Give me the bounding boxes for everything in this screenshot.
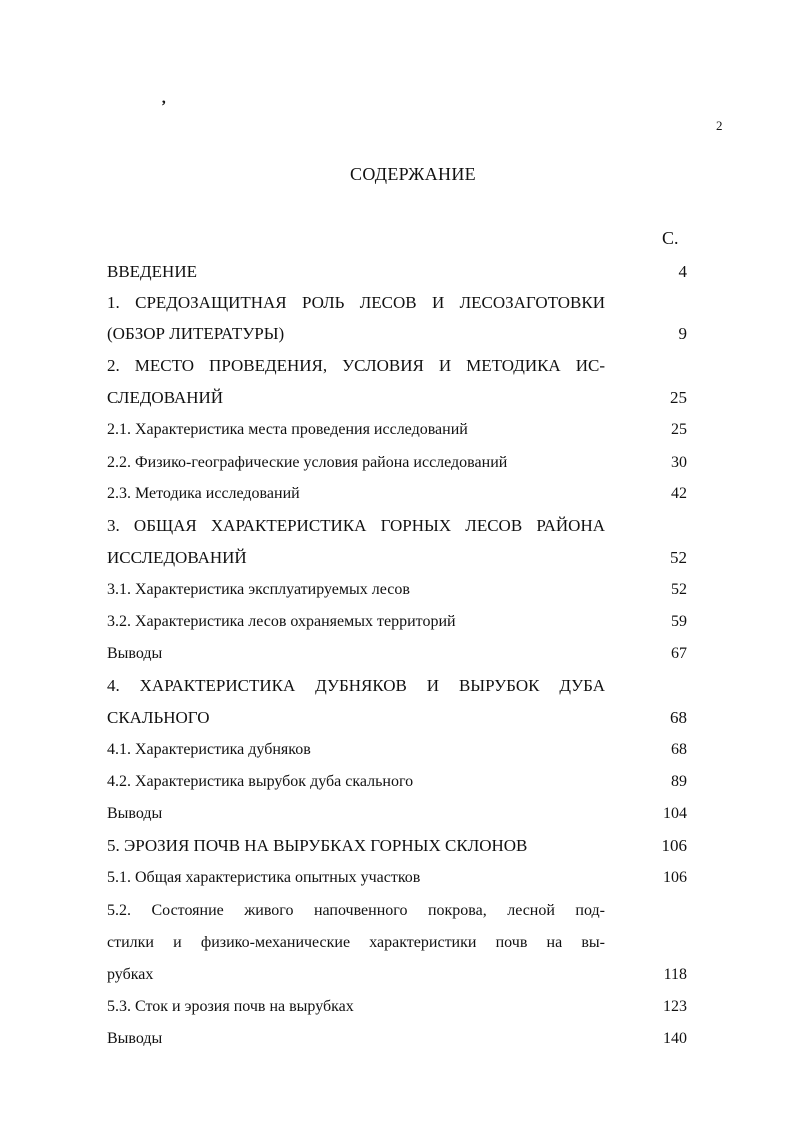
toc-line-text: 3.2. Характеристика лесов охраняемых территорий: [107, 613, 456, 630]
toc-line: [107, 641, 687, 667]
toc-line-text: стилки и физико-механические характеристики почв на вы-: [107, 934, 605, 951]
toc-line-page: 9: [678, 324, 687, 343]
toc-line-page: 140: [663, 1030, 687, 1047]
toc-line-page: 123: [663, 998, 687, 1015]
toc-line: [107, 513, 687, 539]
toc-line: [107, 321, 687, 347]
toc-line: [107, 994, 687, 1020]
toc-line-page: 52: [671, 581, 687, 598]
toc-line-text: 3. ОБЩАЯ ХАРАКТЕРИСТИКА ГОРНЫХ ЛЕСОВ РАЙОНА: [107, 516, 605, 535]
toc-line-text: 4. ХАРАКТЕРИСТИКА ДУБНЯКОВ И ВЫРУБОК ДУБА: [107, 676, 605, 695]
toc-line: [107, 577, 687, 603]
toc-line: [107, 545, 687, 571]
toc-line-text: 5.2. Состояние живого напочвенного покрова, лесной под-: [107, 902, 605, 919]
toc-line-page: 4: [678, 262, 687, 281]
toc-line-text: (ОБЗОР ЛИТЕРАТУРЫ): [107, 324, 285, 343]
toc-line-text: 5.3. Сток и эрозия почв на вырубках: [107, 998, 354, 1015]
toc-line-text: ИССЛЕДОВАНИЙ: [107, 548, 247, 567]
toc-line-text: рубках: [107, 966, 154, 983]
toc-line: [107, 769, 687, 795]
toc-line: [107, 801, 687, 827]
toc-line-text: 2. МЕСТО ПРОВЕДЕНИЯ, УСЛОВИЯ И МЕТОДИКА ИС-: [107, 356, 605, 375]
toc-line-text: 3.1. Характеристика эксплуатируемых лесов: [107, 581, 410, 598]
toc-line-text: 2.3. Методика исследований: [107, 485, 300, 502]
toc-line-text: 1. СРЕДОЗАЩИТНАЯ РОЛЬ ЛЕСОВ И ЛЕСОЗАГОТОВКИ: [107, 293, 605, 312]
toc-line: [107, 353, 687, 379]
toc-line: [107, 833, 687, 859]
toc-line-page: 68: [671, 741, 687, 758]
toc-line-text: Выводы: [107, 645, 163, 662]
toc-line-text: 5. ЭРОЗИЯ ПОЧВ НА ВЫРУБКАХ ГОРНЫХ СКЛОНОВ: [107, 836, 528, 855]
toc-line-page: 25: [670, 388, 687, 407]
toc-line: [107, 417, 687, 443]
toc-line-text: 2.2. Физико-географические условия района исследований: [107, 454, 508, 471]
page-title: СОДЕРЖАНИЕ: [350, 164, 476, 184]
toc-line: [107, 865, 687, 891]
toc-line-page: 106: [661, 836, 687, 855]
toc-line-page: 118: [663, 966, 687, 983]
toc-line-page: 67: [671, 645, 687, 662]
page-column-label: С.: [662, 228, 679, 248]
toc-line-page: 104: [663, 805, 687, 822]
toc-line-text: СКАЛЬНОГО: [107, 708, 210, 727]
page-number: 2: [716, 118, 723, 133]
toc-line: [107, 259, 687, 285]
toc-line-page: 89: [671, 773, 687, 790]
toc-line: [107, 1026, 687, 1052]
toc-line-page: 25: [671, 421, 687, 438]
toc-line-page: 106: [663, 869, 687, 886]
toc-line-page: 30: [671, 454, 687, 471]
toc-line: [107, 481, 687, 507]
toc-line-text: СЛЕДОВАНИЙ: [107, 388, 224, 407]
toc-line-text: Выводы: [107, 1030, 163, 1047]
toc-line: [107, 898, 687, 924]
toc-line-text: ВВЕДЕНИЕ: [107, 262, 197, 281]
toc-line-text: 5.1. Общая характеристика опытных участков: [107, 869, 421, 886]
toc-line: [107, 609, 687, 635]
toc-line: [107, 673, 687, 699]
toc-line-page: 42: [671, 485, 687, 502]
toc-line-page: 68: [670, 708, 687, 727]
stray-mark: ʼ: [161, 98, 167, 115]
toc-line-page: 59: [671, 613, 687, 630]
toc-line: [107, 737, 687, 763]
toc-line: [107, 930, 687, 956]
toc-line-text: 4.1. Характеристика дубняков: [107, 741, 311, 758]
toc-line-page: 52: [670, 548, 687, 567]
toc-line-text: 4.2. Характеристика вырубок дуба скального: [107, 773, 414, 790]
toc-line: [107, 962, 687, 988]
toc-line-text: 2.1. Характеристика места проведения исследований: [107, 421, 468, 438]
toc-line: [107, 385, 687, 411]
toc-line: [107, 290, 687, 316]
toc-line: [107, 450, 687, 476]
toc-line-text: Выводы: [107, 805, 163, 822]
toc-line: [107, 705, 687, 731]
